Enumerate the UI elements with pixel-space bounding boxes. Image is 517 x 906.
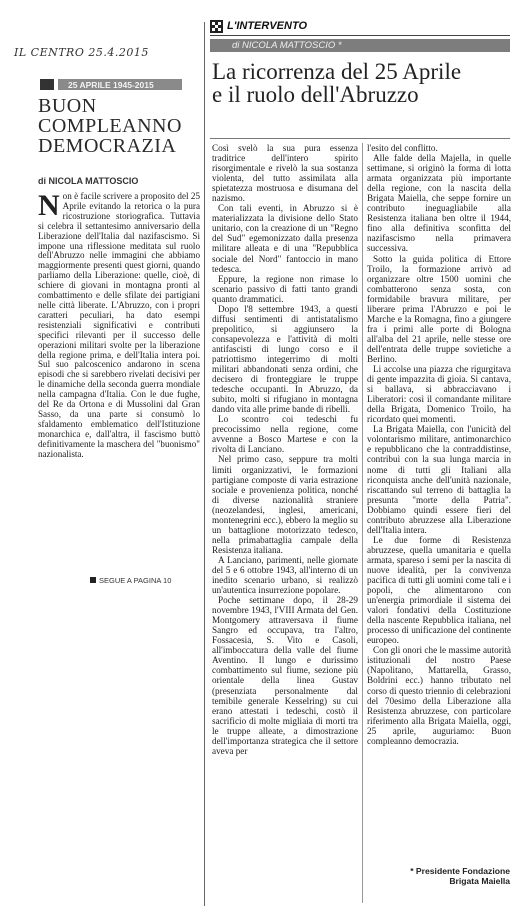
col1-paragraph: Eppure, la regione non rimase lo scenario passivo di fatti tanto grandi quanto drammatici.	[212, 273, 358, 304]
col1-paragraph: Lo scontro coi tedeschi fu precocissimo nella regione, come avvenne a Bosco Martese e con la rivolta di Lanciano.	[212, 414, 358, 455]
footnote-line-2: Brigata Maiella	[449, 876, 510, 886]
handwritten-date-note: IL CENTRO 25.4.2015	[14, 46, 149, 59]
right-header-rule	[210, 35, 510, 36]
section-label: L'INTERVENTO	[227, 20, 308, 32]
right-headline-rule	[210, 138, 510, 139]
col2-paragraph: La Brigata Maiella, con l'unicità del volontarismo militare, antimonarchico e repubblicano che la contraddistinse, contribuì con la sua lunga marcia in nome di tutti gli Italiani alla riconquista anche dell'unità nazionale, riscattando sul terreno di battaglia la presunta "morte della Patria". Dobbiamo quindi essere fieri del contributo abruzzese alla Liberazione dell'Italia intera.	[367, 424, 511, 535]
col2-paragraph: Con gli onori che le massime autorità istituzionali del nostro Paese (Napolitano, Mattarella, Grasso, Boldrini ecc.) hanno tributato nel corso di questo triennio di celebrazioni del 70esimo della Liberazione alla Resistenza abruzzese, con particolare riferimento alla Brigata Maiella, oggi, 25 aprile, auguriamo: Buon compleanno democrazia.	[367, 645, 511, 746]
col1-paragraph: Così svelò la sua pura essenza traditrice dell'intero spirito risorgimentale e rivelò la sua sostanza violenta, del tutto assimilata alla spietatezza mostruosa e disumana del nazismo.	[212, 143, 358, 204]
col2-paragraph: Li accolse una piazza che rigurgitava di gente impazzita di gioia. Si cantava, si ballava, si abbracciavano i Liberatori: così il comandante militare della Brigata, Domenico Troilo, ha ricordato quei momenti.	[367, 364, 511, 425]
left-headline-line-1: BUON	[38, 95, 97, 117]
right-headline-line-2: e il ruolo dell'Abruzzo	[212, 82, 419, 107]
right-column-divider	[362, 143, 363, 903]
left-tag-arrow-icon	[40, 79, 54, 90]
col1-paragraph: A Lanciano, parimenti, nelle giornate del 5 e 6 ottobre 1943, all'interno di un inedito scenario urbano, si realizzò un'autentica insurrezione popolare.	[212, 554, 358, 596]
left-headline	[38, 96, 198, 156]
right-headline-line-1: La ricorrenza del 25 Aprile	[212, 59, 462, 84]
left-section-tag: 25 APRILE 1945-2015	[68, 80, 154, 90]
column-divider	[204, 22, 205, 906]
right-byline: di NICOLA MATTOSCIO *	[232, 40, 342, 51]
right-section-header	[210, 20, 510, 34]
right-article-column-2	[367, 143, 511, 863]
continue-square-icon	[90, 577, 96, 583]
left-headline-line-2: COMPLEANNO	[38, 115, 182, 137]
col2-paragraph: l'esito del conflitto.	[367, 143, 438, 153]
left-body-text: on è facile scrivere a proposito del 25 Aprile evitando la retorica o la pura ricostruzione storiografica. Tuttavia si celebra il settantesimo anniversario della Liberazione dell'Italia dal nazifascismo. Si impone una riflessione meditata sul ruolo dell'Abruzzo nelle immagini che abbiamo maggiormente presenti quest giorni, quando parliamo della Liberazione: quelle, cioè, di schiere di giovani in montagna pronti al combattimento e delle sfilate dei partigiani nelle città liberate. L'Abruzzo, con i propri caratteri peculiari, ha dato esempi resistenziali significativi e contributi specifici rilevanti per il successo delle operazioni militari svolte per la liberazione della regione prima, e dell'Italia intera poi. Sul suo palcoscenico andarono in scena episodi che si sarebbero rivelati decisivi per le dinamiche della seconda guerra mondiale nella campagna d'Italia. Con le due fughe, del Re da Ortona e di Mussolini dal Gran Sasso, da una parte si consumò lo sfaldamento emblematico dell'Istituzione monarchica e, dall'altra, il fascismo buttò definitivamente la maschera del "buonismo" nazionalista.	[38, 191, 200, 459]
col2-paragraph: Le due forme di Resistenza abruzzese, quella umanitaria e quella armata, spareso i semi per la nascita di nuove idealità, per la convivenza pacifica di tutti gli uomini come tali e i popoli, che alimentarono con un'energia primordiale il sistema dei valori fondativi della Costituzione della nascente Repubblica italiana, nel processo di unificazione del continente europeo.	[367, 534, 511, 646]
col1-paragraph: Con tali eventi, in Abruzzo si è materializzata la divisione dello Stato unitario, con la creazione di un "Regno del Sud" egemonizzato dalla presenza militare alleata e di una "Repubblica sociale del Nord" fantoccio in mano tedesca.	[212, 203, 358, 274]
left-article-body	[38, 189, 200, 572]
col2-paragraph: Alle falde della Majella, in quelle settimane, si originò la forma di lotta armata organizzata più importante della regione, con la nascita della Brigata Maiella, che seppe fornire un contributo ineguagliabile alla Resistenza italiana ben oltre il 1944, fino alla definitiva sconfitta del nazifascismo nella primavera successiva.	[367, 153, 511, 254]
intervento-grid-icon	[210, 20, 223, 33]
left-byline: di NICOLA MATTOSCIO	[38, 176, 139, 186]
left-headline-line-3: DEMOCRAZIA	[38, 135, 177, 157]
col1-paragraph: Dopo l'8 settembre 1943, a questi diffusi sentimenti di antistatalismo prepolitico, si aggiunsero la consapevolezza e l'attività di molti antifascisti di lungo corso e il patriottismo integerrimo di molti militari abbandonati senza ordini, che decisero di fronteggiare le truppe tedesche occupanti. In Abruzzo, da subito, molti si rifugiano in montagna dando vita alle prime bande di ribelli.	[212, 303, 358, 415]
right-headline	[212, 60, 512, 106]
left-continue-line	[90, 576, 171, 585]
col1-paragraph: Poche settimane dopo, il 28-29 novembre 1943, l'VIII Armata del Gen. Montgomery attraversava il fiume Sangro ed occupava, tra l'altro, Fossacesia, S. Vito e Casoli, all'imboccatura della valle del fiume Aventino. Il lungo e durissimo combattimento sul fiume, sezione più orientale della linea Gustav (presenziata personalmente dal temibile generale Kesselring) su cui erano attestati i tedeschi, costò il sacrificio di molte migliaia di morti tra le truppe alleate, a dimostrazione dell'importanza strategica che il settore aveva per	[212, 595, 358, 756]
col2-paragraph: Sotto la guida politica di Ettore Troilo, la formazione arrivò ad organizzare oltre 1500 uomini che combatterono senza sosta, con formidabile bravura militare, per liberare prima l'Abruzzo e poi le Marche e la Romagna, fino a giungere fra i primi alle porte di Bologna all'alba del 21 aprile, nelle stesse ore dell'entrata delle truppe sovietiche a Berlino.	[367, 253, 511, 364]
left-continue-text: SEGUE A PAGINA 10	[99, 576, 172, 585]
right-article-column-1	[212, 143, 358, 903]
author-footnote	[380, 866, 510, 886]
left-dropcap: N	[38, 189, 60, 222]
col1-paragraph: Nel primo caso, seppure tra molti limiti organizzativi, le formazioni partigiane composte di varia estrazione sociale e provenienza politica, nonché di diverse nazionalità straniere (neozelandesi, inglesi, americani, montenegrini ecc.), ebbero la meglio su un battaglione motorizzato tedesco, nella primabattaglia campale della Resistenza italiana.	[212, 454, 358, 555]
footnote-line-1: * Presidente Fondazione	[410, 866, 510, 876]
